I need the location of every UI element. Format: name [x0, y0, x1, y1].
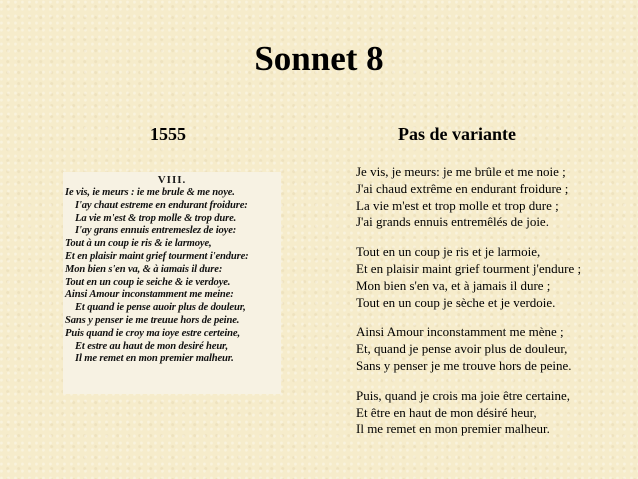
poem-line: J'ai grands ennuis entremêlés de joie.: [356, 214, 549, 230]
scan-line: Ie vis, ie meurs : ie me brule & me noye.: [65, 187, 235, 198]
poem-line: Et en plaisir maint grief tourment j'endure ;: [356, 260, 582, 276]
stanza-1: [356, 164, 631, 231]
scan-line: Et estre au haut de mon desiré heur,: [75, 340, 228, 352]
poem-line: Tout en un coup je ris et je larmoie,: [356, 244, 541, 260]
scan-line: Tout en un coup ie seiche & ie verdoye.: [65, 276, 231, 288]
scan-line: Ainsi Amour inconstamment me meine:: [65, 289, 234, 301]
poem-line: Et être en haut de mon désiré heur,: [356, 404, 537, 420]
poem-line: Tout en un coup je sèche et je verdoie.: [356, 294, 556, 310]
scan-line: Et quand ie pense auoir plus de douleur,: [75, 302, 246, 314]
modern-transcription: [356, 164, 631, 451]
stanza-4: [356, 388, 631, 438]
original-print-scan: [63, 172, 281, 394]
poem-line: Et, quand je pense avoir plus de douleur,: [356, 341, 568, 357]
scan-line: Et en plaisir maint grief tourment i'endure:: [65, 250, 249, 262]
scan-sonnet-number: VIII.: [157, 174, 187, 186]
variant-label: Pas de variante: [398, 124, 516, 144]
scan-line: Tout à un coup ie ris & ie larmoye,: [65, 238, 212, 250]
stanza-3: [356, 324, 631, 374]
poem-line: Mon bien s'en va, et à jamais il dure ;: [356, 277, 551, 293]
poem-line: Ainsi Amour inconstamment me mène ;: [356, 324, 564, 340]
stanza-2: [356, 244, 631, 311]
scan-line: I'ay grans ennuis entremeslez de ioye:: [75, 225, 237, 237]
poem-line: Puis, quand je crois ma joie être certaine,: [356, 387, 571, 403]
scan-text-block: [65, 187, 279, 366]
scan-line: Mon bien s'en va, & à iamais il dure:: [65, 263, 223, 275]
poem-line: Je vis, je meurs: je me brûle et me noie ;: [356, 164, 566, 179]
year-label: 1555: [150, 124, 186, 144]
scan-line: I'ay chaut estreme en endurant froidure:: [75, 199, 248, 211]
scan-line: Il me remet en mon premier malheur.: [75, 353, 234, 365]
slide-title: Sonnet 8: [254, 39, 384, 78]
poem-line: Sans y penser je me trouve hors de peine.: [356, 357, 572, 373]
poem-line: J'ai chaud extrême en endurant froidure ;: [356, 180, 569, 196]
scan-line: Sans y penser ie me treuue hors de peine.: [65, 314, 240, 326]
poem-line: La vie m'est et trop molle et trop dure ;: [356, 197, 559, 213]
scan-line: Puis quand ie croy ma ioye estre certeine,: [65, 327, 240, 339]
scan-line: La vie m'est & trop molle & trop dure.: [75, 212, 237, 224]
poem-line: Il me remet en mon premier malheur.: [356, 421, 550, 437]
